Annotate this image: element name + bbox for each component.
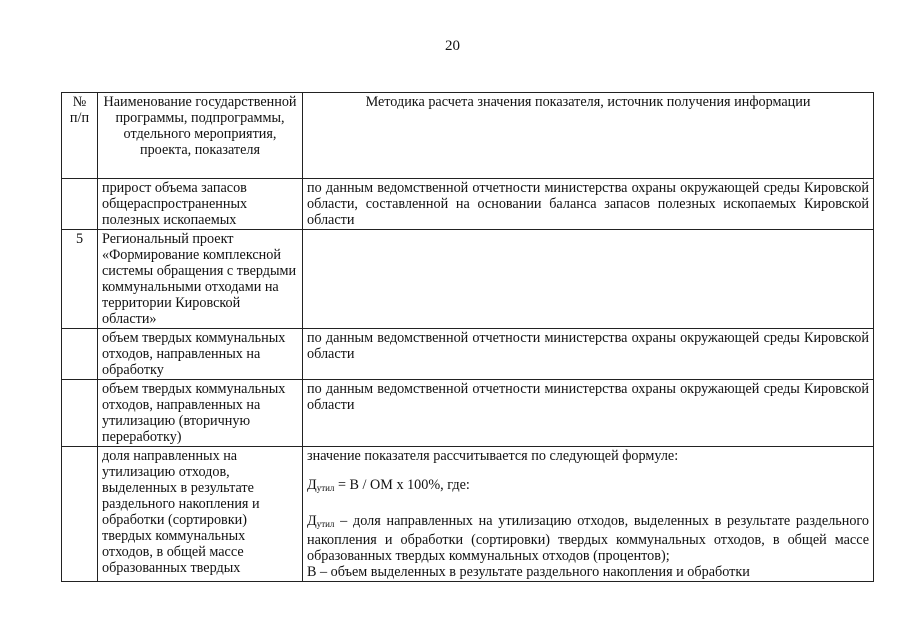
row-method: по данным ведомственной отчетности министерства охраны окружающей среды Кировской области [303,380,874,447]
row-method: по данным ведомственной отчетности министерства охраны окружающей среды Кировской области, составленной на основании баланса запасов полезных ископаемых Кировской области [303,179,874,230]
formula [307,477,869,496]
table-header-row [62,93,874,179]
row-number [62,179,98,230]
row-name: Региональный проект «Формирование комплексной системы обращения с твердыми коммунальными отходами на территории Кировской области» [98,230,303,329]
row-name: прирост объема запасов общераспространенных полезных ископаемых [98,179,303,230]
formula-subscript: утил [316,483,335,493]
formula-intro: значение показателя рассчитывается по следующей формуле: [307,448,679,464]
table-row [62,179,874,230]
row-method [303,447,874,582]
table-row [62,230,874,329]
row-name: объем твердых коммунальных отходов, направленных на обработку [98,329,303,380]
table-row [62,329,874,380]
definition-symbol: Д [307,513,317,529]
row-number [62,380,98,447]
row-number [62,329,98,380]
header-number: № п/п [62,93,98,179]
row-number: 5 [62,230,98,329]
formula-symbol: Д [307,477,317,493]
definition-text: – доля направленных на утилизацию отходов, выделенных в результате раздельного накопления и обработки (сортировки) твердых коммунальных отходов, в общей массе образованных твердых коммунальных отходов (процентов); [307,513,869,564]
header-name: Наименование государственной программы, подпрограммы, отдельного мероприятия, проекта, показателя [98,93,303,179]
table-row [62,380,874,447]
row-number [62,447,98,582]
row-method [303,230,874,329]
definition-subscript: утил [316,519,335,529]
header-method: Методика расчета значения показателя, источник получения информации [303,93,874,179]
indicators-table [61,92,874,582]
definition-d-util [307,513,869,564]
row-name: доля направленных на утилизацию отходов, выделенных в результате раздельного накопления и обработки (сортировки) твердых коммунальных отходов, в общей массе образованных твердых [98,447,303,582]
table-row [62,447,874,582]
row-name: объем твердых коммунальных отходов, направленных на утилизацию (вторичную переработку) [98,380,303,447]
formula-expression: = В / ОМ х 100%, где: [334,477,470,493]
definition-v: В – объем выделенных в результате раздельного накопления и обработки [307,564,750,580]
page-number: 20 [445,38,460,54]
row-method: по данным ведомственной отчетности министерства охраны окружающей среды Кировской области [303,329,874,380]
